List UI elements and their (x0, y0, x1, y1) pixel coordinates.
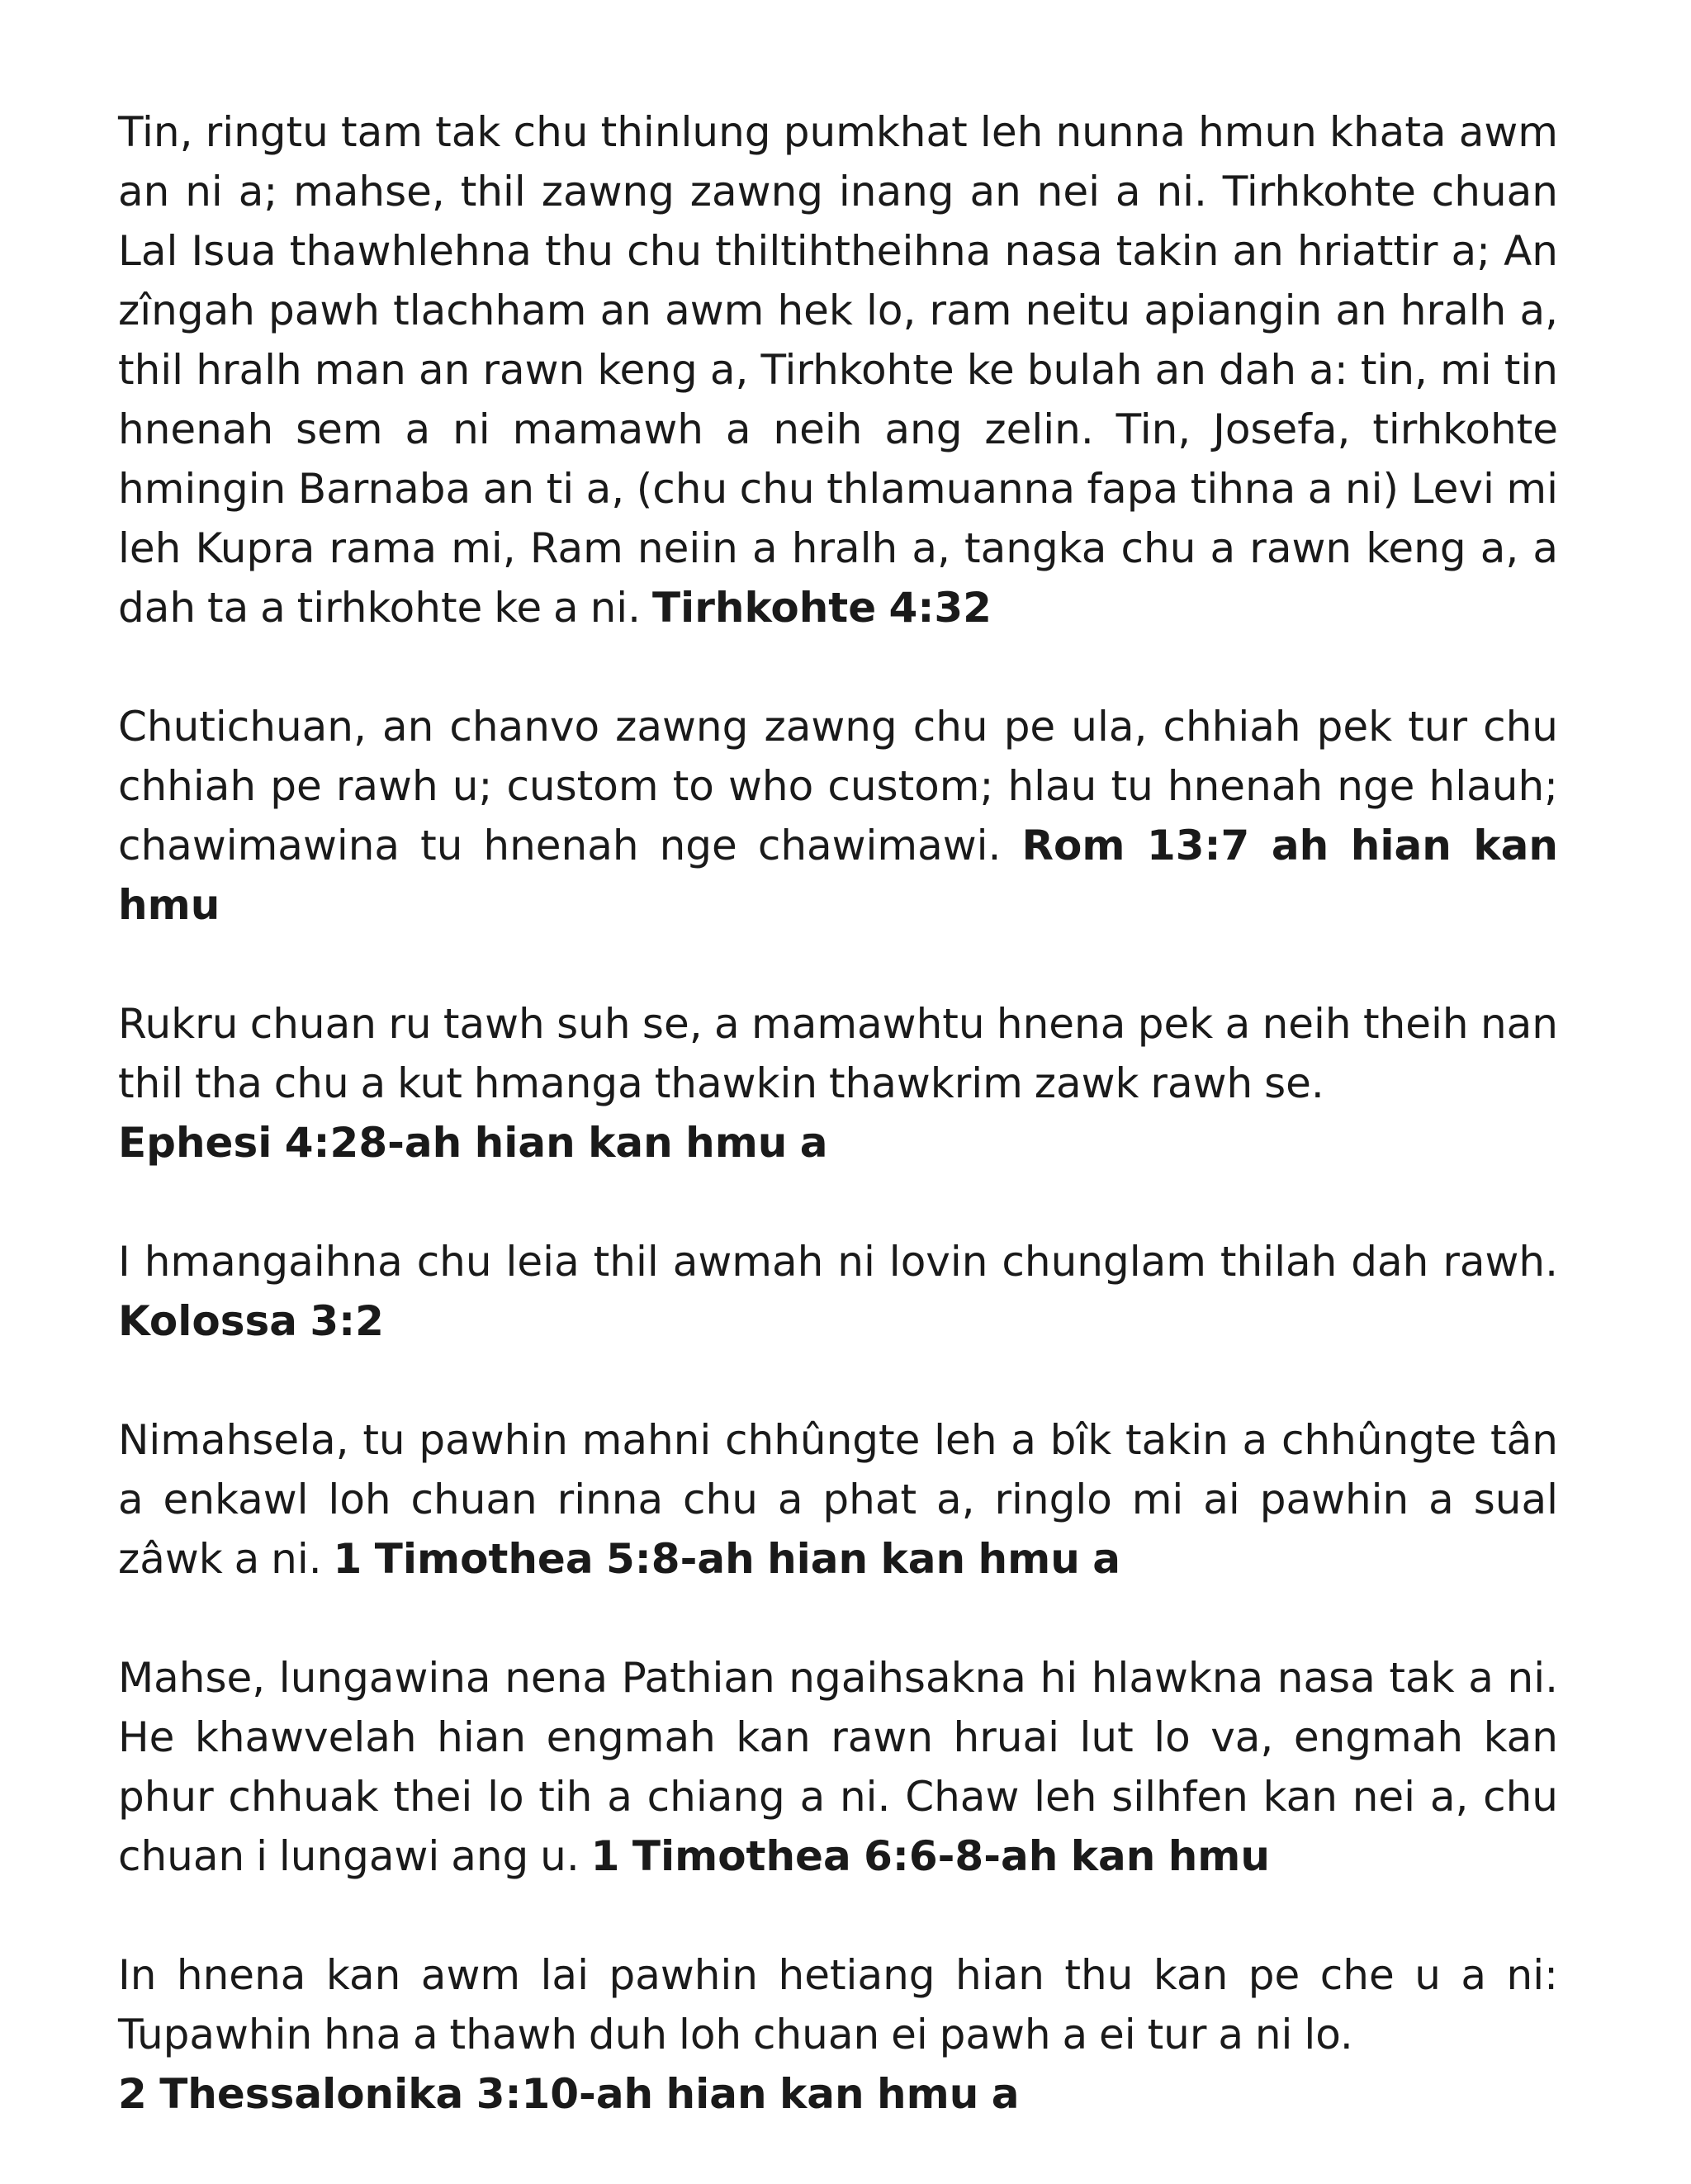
passage-romans-13-7 (118, 697, 1558, 935)
passage-2-thessalonians-3-10 (118, 1945, 1558, 2124)
passage-text: In hnena kan awm lai pawhin hetiang hian thu kan pe che u a ni: Tupawhin hna a thawh duh loh chuan ei pawh a ei tur a ni lo. (118, 1951, 1558, 2058)
passage-1-timothy-6-6-8 (118, 1648, 1558, 1886)
scripture-reference: 1 Timothea 5:8-ah hian kan hmu a (333, 1535, 1120, 1583)
passage-text: Nimahsela, tu pawhin mahni chhûngte leh a bîk takin a chhûngte tân a enkawl loh chuan rinna chu a phat a, ringlo mi ai pawhin a sual zâwk a ni. (118, 1416, 1558, 1583)
passage-text: Tin, ringtu tam tak chu thinlung pumkhat leh nunna hmun khata awm an ni a; mahse, thil zawng zawng inang an nei a ni. Tirhkohte chuan Lal Isua thawhlehna thu chu thiltihtheihna nasa takin an hriattir a; An zîngah pawh tlachham an awm hek lo, ram neitu apiangin an hralh a, thil hralh man an rawn keng a, Tirhkohte ke bulah an dah a: tin, mi tin hnenah sem a ni mamawh a neih ang zelin. Tin, Josefa, tirhkohte hmingin Barnaba an ti a, (chu chu thlamuanna fapa tihna a ni) Levi mi leh Kupra rama mi, Ram neiin a hralh a, tangka chu a rawn keng a, a dah ta a tirhkohte ke a ni. (118, 108, 1558, 632)
scripture-reference: Ephesi 4:28-ah hian kan hmu a (118, 1119, 828, 1167)
passage-colossians-3-2 (118, 1232, 1558, 1351)
passage-1-timothy-5-8 (118, 1410, 1558, 1589)
passage-text: I hmangaihna chu leia thil awmah ni lovin chunglam thilah dah rawh. (118, 1238, 1558, 1286)
document-page (118, 102, 1558, 2124)
passage-acts-4-32 (118, 102, 1558, 637)
scripture-reference: Rom 13:7 ah hian kan hmu (118, 822, 1558, 929)
passage-text: Mahse, lungawina nena Pathian ngaihsakna hi hlawkna nasa tak a ni. He khawvelah hian engmah kan rawn hruai lut lo va, engmah kan phur chhuak thei lo tih a chiang a ni. Chaw leh silhfen kan nei a, chu chuan i lungawi ang u. (118, 1654, 1558, 1880)
passage-ephesians-4-28 (118, 994, 1558, 1173)
scripture-reference: 1 Timothea 6:6-8-ah kan hmu (590, 1832, 1271, 1880)
scripture-reference: Tirhkohte 4:32 (651, 584, 992, 632)
passage-text: Chutichuan, an chanvo zawng zawng chu pe ula, chhiah pek tur chu chhiah pe rawh u; custom to who custom; hlau tu hnenah nge hlauh; chawimawina tu hnenah nge chawimawi. (118, 703, 1558, 869)
scripture-reference: Kolossa 3:2 (118, 1297, 384, 1345)
passage-text: Rukru chuan ru tawh suh se, a mamawhtu hnena pek a neih theih nan thil tha chu a kut hmanga thawkin thawkrim zawk rawh se. (118, 1000, 1558, 1107)
scripture-reference: 2 Thessalonika 3:10-ah hian kan hmu a (118, 2070, 1020, 2118)
